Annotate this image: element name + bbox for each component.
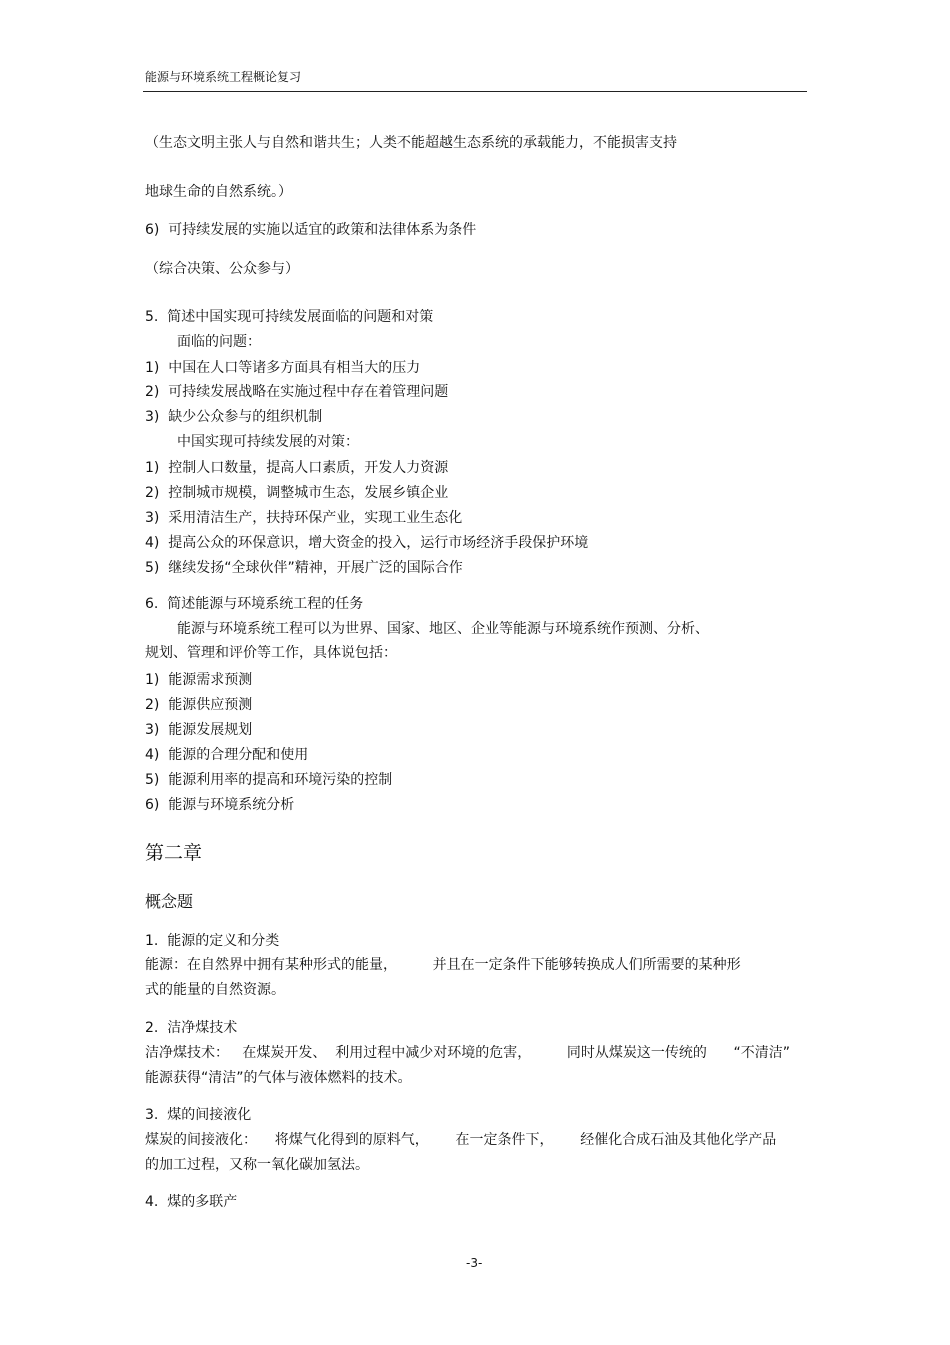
paragraph-line: 地球生命的自然系统。） — [145, 184, 292, 200]
list-item: 1) 中国在人口等诸多方面具有相当大的压力 — [145, 360, 421, 376]
list-item: 1) 能源需求预测 — [145, 672, 253, 688]
list-item: 3) 能源发展规划 — [145, 722, 253, 738]
question-heading: 4. 煤的多联产 — [145, 1194, 238, 1210]
question-heading: 3. 煤的间接液化 — [145, 1107, 252, 1123]
chapter-title: 第二章 — [145, 842, 203, 864]
header-rule — [143, 91, 807, 92]
paragraph-line: （综合决策、公众参与） — [145, 261, 299, 277]
paragraph-line: 规划、管理和评价等工作，具体说包括： — [145, 645, 397, 661]
question-heading: 5. 简述中国实现可持续发展面临的问题和对策 — [145, 309, 434, 325]
list-item: 5) 能源利用率的提高和环境污染的控制 — [145, 772, 393, 788]
paragraph-line: 煤炭的间接液化： 将煤气化得到的原料气， 在一定条件下， 经催化合成石油及其他化学产品 — [145, 1132, 777, 1148]
paragraph-line: 能源获得“清洁”的气体与液体燃料的技术。 — [145, 1070, 412, 1086]
question-heading: 2. 洁净煤技术 — [145, 1020, 238, 1036]
paragraph-line: 洁净煤技术： 在煤炭开发、 利用过程中减少对环境的危害， 同时从煤炭这一传统的 “不清洁” — [145, 1045, 791, 1061]
list-item: 4) 提高公众的环保意识，增大资金的投入，运行市场经济手段保护环境 — [145, 535, 589, 551]
list-item: 2) 可持续发展战略在实施过程中存在着管理问题 — [145, 384, 449, 400]
subheading: 面临的问题： — [177, 334, 261, 350]
paragraph-line: 能源与环境系统工程可以为世界、国家、地区、企业等能源与环境系统作预测、分析、 — [177, 621, 709, 637]
paragraph-line: 能源：在自然界中拥有某种形式的能量， 并且在一定条件下能够转换成人们所需要的某种形 — [145, 957, 741, 973]
subheading: 中国实现可持续发展的对策： — [177, 434, 359, 450]
list-item: 6) 能源与环境系统分析 — [145, 797, 295, 813]
list-item: 3) 采用清洁生产，扶持环保产业，实现工业生态化 — [145, 510, 463, 526]
paragraph-line: （生态文明主张人与自然和谐共生；人类不能超越生态系统的承载能力，不能损害支持 — [145, 135, 677, 151]
list-item: 2) 能源供应预测 — [145, 697, 253, 713]
list-item: 1) 控制人口数量，提高人口素质，开发人力资源 — [145, 460, 449, 476]
question-heading: 1. 能源的定义和分类 — [145, 933, 280, 949]
list-item: 6) 可持续发展的实施以适宜的政策和法律体系为条件 — [145, 222, 477, 238]
question-heading: 6. 简述能源与环境系统工程的任务 — [145, 596, 364, 612]
running-header: 能源与环境系统工程概论复习 — [145, 70, 302, 84]
paragraph-line: 的加工过程，又称一氧化碳加氢法。 — [145, 1157, 369, 1173]
page-number: -3- — [466, 1256, 483, 1270]
list-item: 2) 控制城市规模，调整城市生态，发展乡镇企业 — [145, 485, 449, 501]
section-title: 概念题 — [145, 892, 194, 911]
list-item: 3) 缺少公众参与的组织机制 — [145, 409, 323, 425]
list-item: 5) 继续发扬“全球伙伴”精神，开展广泛的国际合作 — [145, 560, 463, 576]
paragraph-line: 式的能量的自然资源。 — [145, 982, 285, 998]
list-item: 4) 能源的合理分配和使用 — [145, 747, 309, 763]
